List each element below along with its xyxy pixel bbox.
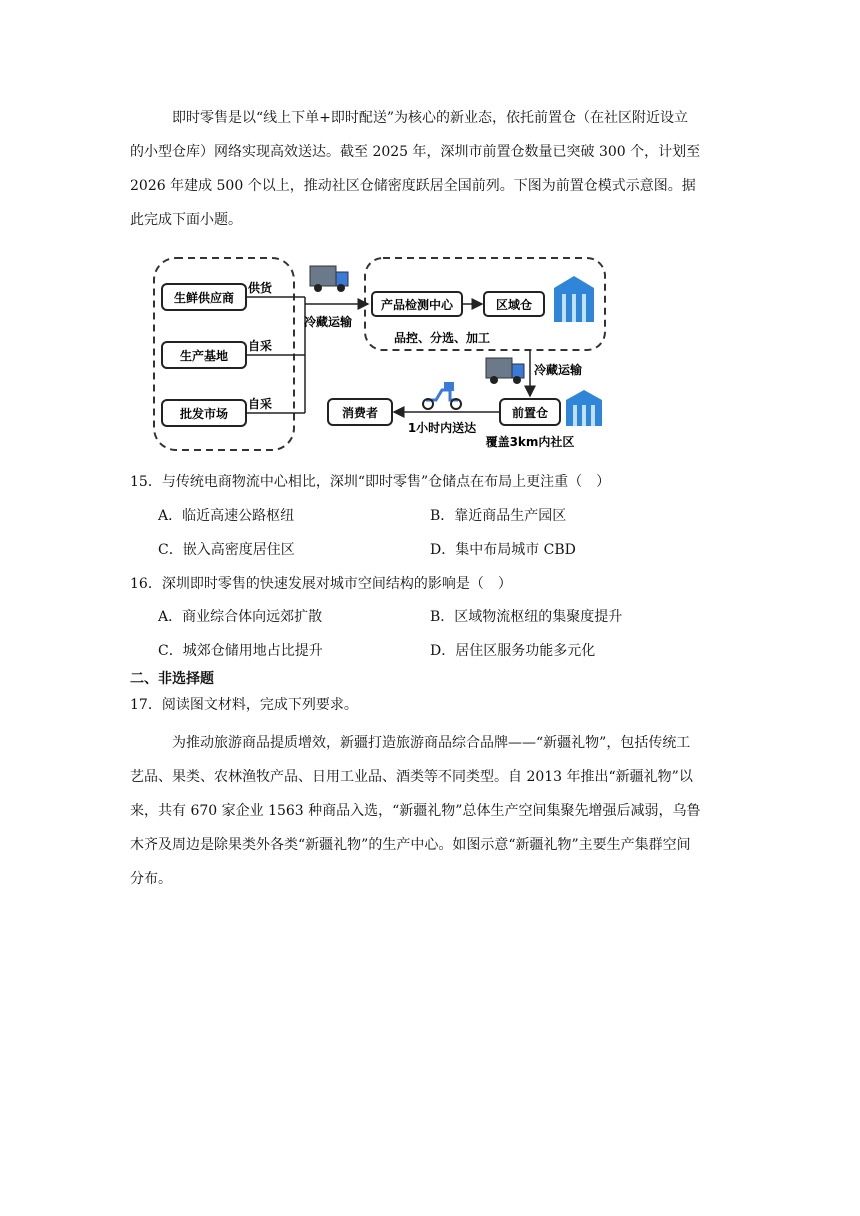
supply-mode-3: 自采	[247, 397, 273, 411]
intro-line-1: 即时零售是以“线上下单+即时配送”为核心的新业态，依托前置仓（在社区附近设立	[172, 110, 689, 126]
q17-line-3: 来，共有 670 家企业 1563 种商品入选，“新疆礼物”总体生产空间集聚先增强后减弱，乌鲁	[130, 803, 701, 819]
q15-stem: 15．与传统电商物流中心相比，深圳“即时零售”仓储点在布局上更注重（ ）	[130, 474, 611, 490]
q15-option-a[interactable]: A．临近高速公路枢纽	[158, 508, 295, 524]
q15-option-b[interactable]: B．靠近商品生产园区	[430, 508, 567, 524]
consumer-label: 消费者	[341, 406, 379, 420]
q17-line-2: 艺品、果类、农林渔牧产品、日用工业品、酒类等不同类型。自 2013 年推出“新疆礼物”以	[130, 769, 693, 785]
q17-line-4: 木齐及周边是除果类外各类“新疆礼物”的生产中心。如图示意“新疆礼物”主要生产集群空间	[130, 837, 691, 853]
regional-warehouse-label: 区域仓	[495, 298, 533, 312]
section-heading: 二、非选择题	[130, 671, 214, 687]
front-warehouse-diagram	[150, 254, 620, 458]
front-warehouse-label: 前置仓	[511, 406, 549, 420]
supply-mode-1: 供货	[247, 281, 273, 295]
intro-line-2: 的小型仓库）网络实现高效送达。截至 2025 年，深圳市前置仓数量已突破 300 个，计划至	[130, 144, 701, 160]
supply-mode-2: 自采	[247, 339, 273, 353]
supplier-fresh-label: 生鲜供应商	[173, 291, 235, 305]
q15-option-d[interactable]: D．集中布局城市 CBD	[430, 542, 576, 558]
supplier-market-label: 批发市场	[179, 407, 229, 421]
delivery-time-label: 1小时内送达	[407, 421, 477, 435]
q16-option-c[interactable]: C．城郊仓储用地占比提升	[158, 643, 323, 659]
intro-line-3: 2026 年建成 500 个以上，推动社区仓储密度跃居全国前列。下图为前置仓模式示意图。据	[130, 178, 696, 194]
warehouse-building-icon	[554, 276, 594, 322]
q17-line-5: 分布。	[130, 871, 172, 887]
transport-label-1: 冷藏运输	[303, 315, 353, 329]
inspection-center-label: 产品检测中心	[380, 298, 454, 312]
q17-line-1: 为推动旅游商品提质增效，新疆打造旅游商品综合品牌——“新疆礼物”，包括传统工	[172, 735, 691, 751]
q16-option-b[interactable]: B．区域物流枢纽的集聚度提升	[430, 609, 623, 625]
transport-label-2: 冷藏运输	[533, 363, 583, 377]
processing-note: 品控、分选、加工	[393, 331, 491, 345]
coverage-label: 覆盖3km内社区	[485, 435, 575, 449]
intro-line-4: 此完成下面小题。	[130, 212, 242, 228]
scooter-icon	[423, 382, 461, 409]
truck-icon	[310, 266, 348, 292]
q15-option-c[interactable]: C．嵌入高密度居住区	[158, 542, 295, 558]
warehouse-building-icon	[566, 390, 602, 426]
q16-option-d[interactable]: D．居住区服务功能多元化	[430, 643, 596, 659]
q16-option-a[interactable]: A．商业综合体向远郊扩散	[158, 609, 323, 625]
supplier-base-label: 生产基地	[179, 349, 229, 363]
q16-stem: 16．深圳即时零售的快速发展对城市空间结构的影响是（ ）	[130, 576, 512, 592]
q17-stem: 17．阅读图文材料，完成下列要求。	[130, 697, 358, 713]
truck-icon	[486, 358, 524, 384]
